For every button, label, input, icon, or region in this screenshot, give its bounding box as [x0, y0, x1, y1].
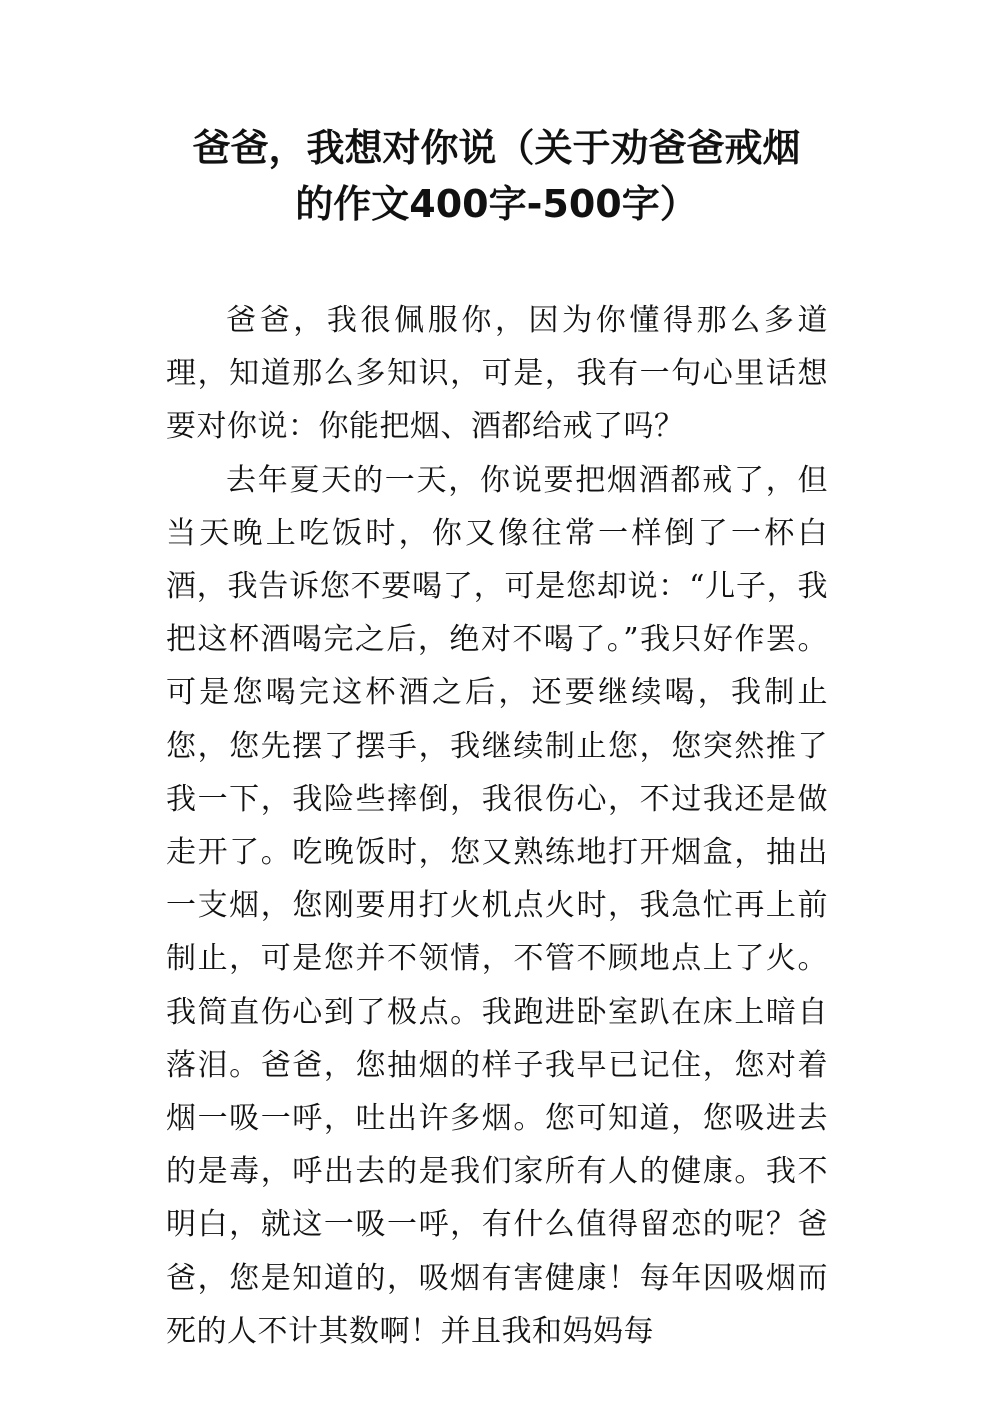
paragraph-2: 去年夏天的一天，你说要把烟酒都戒了，但当天晚上吃饭时，你又像往常一样倒了一杯白酒，我告诉您不要喝了，可是您却说：“儿子，我把这杯酒喝完之后，绝对不喝了。”我只好作罢。可是您喝完这杯酒之后，还要继续喝，我制止您，您先摆了摆手，我继续制止您，您突然推了我一下，我险些摔倒，我很伤心，不过我还是做走开了。吃晚饭时，您又熟练地打开烟盒，抽出一支烟，您刚要用打火机点火时，我急忙再上前制止，可是您并不领情，不管不顾地点上了火。我简直伤心到了极点。我跑进卧室趴在床上暗自落泪。爸爸，您抽烟的样子我早已记住，您对着烟一吸一呼，吐出许多烟。您可知道，您吸进去的是毒，呼出去的是我们家所有人的健康。我不明白，就这一吸一呼，有什么值得留恋的呢？爸爸，您是知道的，吸烟有害健康！每年因吸烟而死的人不计其数啊！并且我和妈妈每	[166, 462, 828, 1349]
document-title	[150, 120, 843, 232]
paragraph-1: 爸爸，我很佩服你，因为你懂得那么多道理，知道那么多知识，可是，我有一句心里话想要对你说：你能把烟、酒都给戒了吗？	[166, 303, 828, 445]
title-line-2: 的作文400字-500字）	[295, 182, 698, 226]
title-line-1: 爸爸，我想对你说（关于劝爸爸戒烟	[192, 126, 801, 170]
document-body	[166, 294, 828, 1358]
